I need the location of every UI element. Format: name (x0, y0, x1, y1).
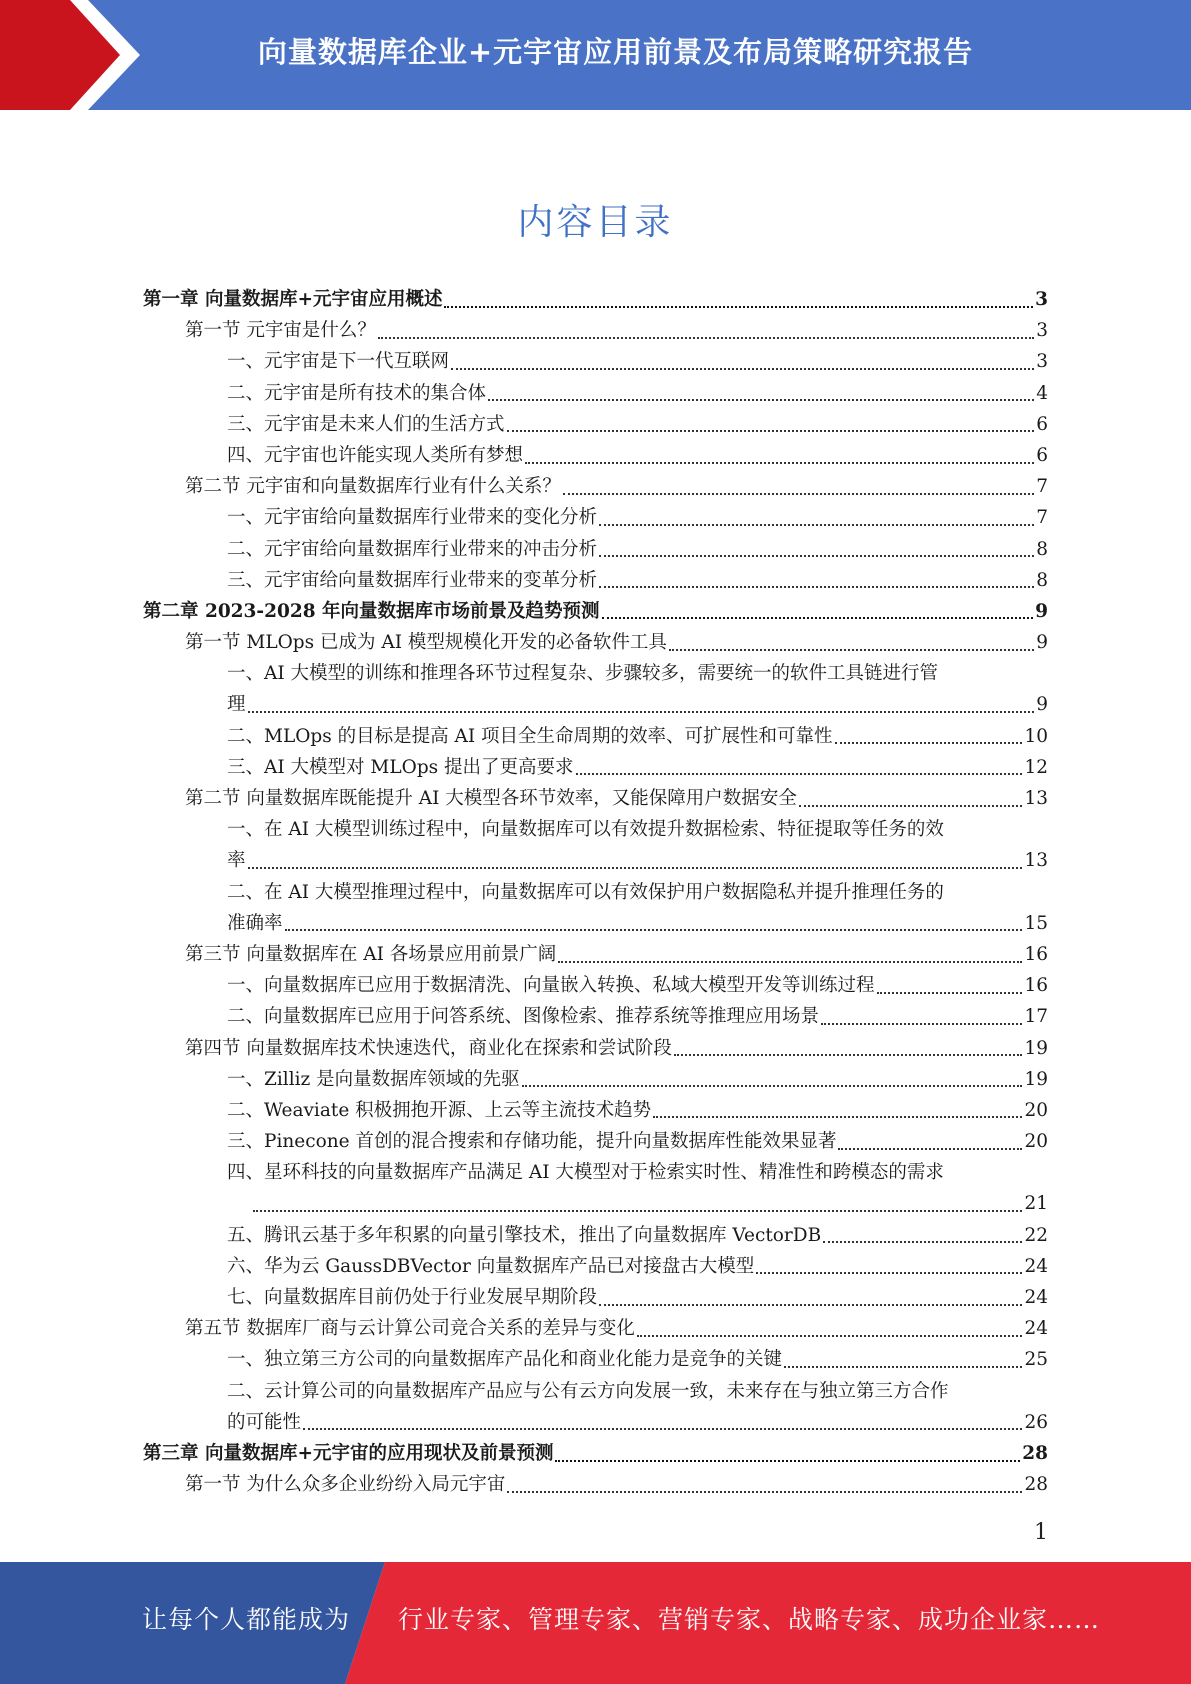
toc-entry[interactable] (143, 1001, 1048, 1032)
toc-entry-text: 第一节 MLOps 已成为 AI 模型规模化开发的必备软件工具 (185, 632, 667, 654)
toc-entry[interactable] (143, 1313, 1048, 1344)
header-banner (0, 0, 1191, 110)
toc-entry-text: 三、Pinecone 首创的混合搜索和存储功能，提升向量数据库性能效果显著 (227, 1131, 837, 1153)
toc-entry[interactable] (143, 752, 1048, 783)
toc-entry-page: 17 (1024, 1006, 1048, 1028)
toc-entry-page: 3 (1036, 320, 1048, 342)
toc-entry-text[interactable]: 一、AI 大模型的训练和推理各环节过程复杂、步骤较多，需要统一的软件工具链进行管 (227, 663, 939, 685)
dot-leader (838, 1148, 1022, 1150)
dot-leader (253, 1210, 1022, 1212)
toc-entry[interactable] (143, 1282, 1048, 1313)
toc-entry-page: 3 (1036, 351, 1048, 373)
dot-leader (674, 1054, 1023, 1056)
footer-banner (0, 1562, 1191, 1684)
toc-entry-page: 10 (1024, 725, 1048, 747)
toc-entry[interactable] (143, 1438, 1048, 1469)
toc-entry-page: 9 (1036, 694, 1048, 716)
toc-entry[interactable] (143, 1188, 1048, 1219)
toc-entry-text: 第一章 向量数据库+元宇宙应用概述 (143, 289, 443, 310)
toc-entry[interactable] (143, 1126, 1048, 1157)
toc-entry-text[interactable]: 二、云计算公司的向量数据库产品应与公有云方向发展一致，未来存在与独立第三方合作 (227, 1380, 949, 1402)
dot-leader (451, 368, 1034, 370)
dot-leader (248, 711, 1035, 713)
toc-entry-page: 25 (1024, 1349, 1048, 1371)
dot-leader (823, 1241, 1022, 1243)
toc-entry[interactable] (143, 284, 1048, 315)
dot-leader (444, 306, 1033, 308)
dot-leader (378, 337, 1034, 339)
dot-leader (669, 649, 1034, 651)
page-number: 1 (1034, 1520, 1048, 1545)
toc-entry-text: 三、元宇宙给向量数据库行业带来的变革分析 (227, 569, 598, 591)
footer-slogan-right: 行业专家、管理专家、营销专家、战略专家、成功企业家…… (398, 1605, 1101, 1634)
toc-entry[interactable] (143, 1220, 1048, 1251)
toc-entry-page: 16 (1024, 943, 1048, 965)
toc-entry[interactable] (143, 346, 1048, 377)
toc-entry-page: 6 (1036, 444, 1048, 466)
toc-entry-text: 第二节 元宇宙和向量数据库行业有什么关系？ (185, 476, 561, 498)
dot-leader (525, 462, 1034, 464)
toc-entry[interactable] (143, 1251, 1048, 1282)
toc-entry-text: 三、AI 大模型对 MLOps 提出了更高要求 (227, 756, 574, 778)
dot-leader (599, 1304, 1022, 1306)
dot-leader (653, 1116, 1022, 1118)
toc-entry-text: 第二章 2023-2028 年向量数据库市场前景及趋势预测 (143, 600, 600, 622)
toc-entry-page: 24 (1024, 1255, 1048, 1277)
toc-entry[interactable] (143, 1407, 1048, 1438)
dot-leader (756, 1272, 1022, 1274)
toc-entry-page: 4 (1036, 382, 1048, 404)
dot-leader (835, 742, 1023, 744)
toc-entry-text[interactable]: 二、在 AI 大模型推理过程中，向量数据库可以有效保护用户数据隐私并提升推理任务的 (227, 881, 944, 903)
toc-entry[interactable] (143, 502, 1048, 533)
dot-leader (602, 617, 1034, 619)
dot-leader (285, 929, 1023, 931)
toc-entry-text: 第一节 为什么众多企业纷纷入局元宇宙 (185, 1474, 506, 1496)
toc-entry[interactable] (143, 1095, 1048, 1126)
toc-entry[interactable] (143, 783, 1048, 814)
toc-entry-text: 第一节 元宇宙是什么？ (185, 320, 376, 342)
toc-entry-text: 第三章 向量数据库+元宇宙的应用现状及前景预测 (143, 1442, 554, 1464)
toc-entry-page: 9 (1035, 600, 1048, 622)
dot-leader (555, 1460, 1020, 1462)
toc-entry-text: 六、华为云 GaussDBVector 向量数据库产品已对接盘古大模型 (227, 1255, 755, 1277)
toc-entry[interactable] (143, 471, 1048, 502)
toc-entry-text: 一、Zilliz 是向量数据库领域的先驱 (227, 1068, 520, 1090)
toc-entry[interactable] (143, 721, 1048, 752)
toc-entry-text: 三、元宇宙是未来人们的生活方式 (227, 413, 505, 435)
toc-entry-page: 20 (1024, 1099, 1048, 1121)
dot-leader (821, 1023, 1022, 1025)
toc-entry[interactable] (143, 534, 1048, 565)
dot-leader (877, 992, 1023, 994)
toc-entry-text[interactable]: 四、星环科技的向量数据库产品满足 AI 大模型对于检索实时性、精准性和跨模态的需求 (227, 1162, 944, 1184)
toc-entry[interactable] (143, 378, 1048, 409)
toc-entry[interactable] (143, 845, 1048, 876)
toc-entry-text: 二、元宇宙是所有技术的集合体 (227, 382, 487, 404)
dot-leader (637, 1335, 1023, 1337)
toc-entry-page: 28 (1022, 1442, 1048, 1464)
footer-slogan-left: 让每个人都能成为 (142, 1605, 351, 1634)
toc-entry[interactable] (143, 1469, 1048, 1500)
toc-entry-text: 四、元宇宙也许能实现人类所有梦想 (227, 444, 524, 466)
toc-entry-text: 五、腾讯云基于多年积累的向量引擎技术，推出了向量数据库 VectorDB (227, 1224, 822, 1246)
toc-entry[interactable] (143, 970, 1048, 1001)
toc-entry[interactable] (143, 689, 1048, 720)
toc-entry-page: 28 (1024, 1474, 1048, 1496)
dot-leader (599, 555, 1034, 557)
toc-entry[interactable] (143, 440, 1048, 471)
dot-leader (576, 773, 1023, 775)
toc-entry-text: 第二节 向量数据库既能提升 AI 大模型各环节效率，又能保障用户数据安全 (185, 788, 797, 809)
toc-entry-text: 第四节 向量数据库技术快速迭代，商业化在探索和尝试阶段 (185, 1037, 672, 1059)
toc-entry-page: 24 (1024, 1287, 1048, 1308)
toc-entry[interactable] (143, 315, 1048, 346)
toc-entry-continuation: 的可能性 (227, 1411, 302, 1433)
toc-entry-page: 6 (1036, 413, 1048, 435)
toc-entry-page: 12 (1024, 756, 1048, 778)
toc-entry-continuation: 理 (227, 694, 246, 716)
toc-entry-page: 16 (1024, 975, 1048, 997)
toc-entry[interactable] (143, 565, 1048, 596)
dot-leader (784, 1366, 1022, 1368)
toc-entry-page: 15 (1024, 912, 1048, 934)
toc-entry-page: 19 (1024, 1068, 1048, 1090)
toc-entry-text: 第五节 数据库厂商与云计算公司竞合关系的差异与变化 (185, 1318, 635, 1340)
toc-entry-text: 第三节 向量数据库在 AI 各场景应用前景广阔 (185, 943, 557, 965)
toc-entry-page: 19 (1024, 1037, 1048, 1059)
toc-entry-page: 9 (1036, 632, 1048, 654)
toc-entry-continuation: 准确率 (227, 912, 283, 934)
toc-entry-text: 七、向量数据库目前仍处于行业发展早期阶段 (227, 1287, 598, 1308)
toc-entry-text: 一、向量数据库已应用于数据清洗、向量嵌入转换、私域大模型开发等训练过程 (227, 975, 875, 997)
toc-entry[interactable] (143, 596, 1048, 627)
toc-entry-text: 二、元宇宙给向量数据库行业带来的冲击分析 (227, 538, 598, 560)
dot-leader (522, 1085, 1023, 1087)
dot-leader (303, 1428, 1022, 1430)
dot-leader (507, 1491, 1022, 1493)
toc-entry-page: 7 (1036, 476, 1048, 498)
toc-entry-page: 8 (1036, 538, 1048, 560)
toc-heading: 内容目录 (517, 202, 674, 243)
dot-leader (507, 430, 1035, 432)
toc-entry-text: 一、元宇宙是下一代互联网 (227, 351, 450, 373)
toc-entry-page: 13 (1024, 788, 1048, 809)
toc-entry-page: 26 (1024, 1411, 1048, 1433)
toc-entry[interactable] (143, 908, 1048, 939)
dot-leader (558, 961, 1022, 963)
toc-entry-page: 24 (1024, 1318, 1048, 1340)
toc-entry-page: 22 (1024, 1224, 1048, 1246)
dot-leader (599, 586, 1034, 588)
toc-entry[interactable] (143, 1344, 1048, 1375)
toc-entry-page: 20 (1024, 1131, 1048, 1153)
toc-entry-page: 8 (1036, 569, 1048, 591)
toc-entry-page: 7 (1036, 507, 1048, 529)
toc-entry[interactable] (143, 627, 1048, 658)
toc-entry-text: 二、向量数据库已应用于问答系统、图像检索、推荐系统等推理应用场景 (227, 1006, 820, 1028)
dot-leader (248, 867, 1023, 869)
toc-entry-continuation: 率 (227, 850, 246, 872)
report-title: 向量数据库企业+元宇宙应用前景及布局策略研究报告 (257, 34, 974, 69)
toc-entry[interactable] (143, 939, 1048, 970)
table-of-contents (143, 284, 1048, 1500)
toc-entry-text: 一、元宇宙给向量数据库行业带来的变化分析 (227, 507, 598, 529)
toc-entry[interactable] (143, 1064, 1048, 1095)
toc-entry[interactable] (143, 409, 1048, 440)
dot-leader (563, 493, 1034, 495)
toc-entry-page: 21 (1024, 1193, 1048, 1215)
dot-leader (599, 524, 1034, 526)
toc-entry-text: 一、独立第三方公司的向量数据库产品化和商业化能力是竞争的关键 (227, 1349, 783, 1371)
toc-entry-page: 13 (1024, 850, 1048, 872)
toc-entry-text: 二、Weaviate 积极拥抱开源、上云等主流技术趋势 (227, 1099, 652, 1121)
dot-leader (488, 399, 1034, 401)
dot-leader (799, 805, 1023, 807)
toc-entry-text: 二、MLOps 的目标是提高 AI 项目全生命周期的效率、可扩展性和可靠性 (227, 725, 833, 747)
toc-entry-page: 3 (1035, 289, 1048, 310)
toc-entry[interactable] (143, 1033, 1048, 1064)
toc-entry-text[interactable]: 一、在 AI 大模型训练过程中，向量数据库可以有效提升数据检索、特征提取等任务的效 (227, 819, 944, 841)
